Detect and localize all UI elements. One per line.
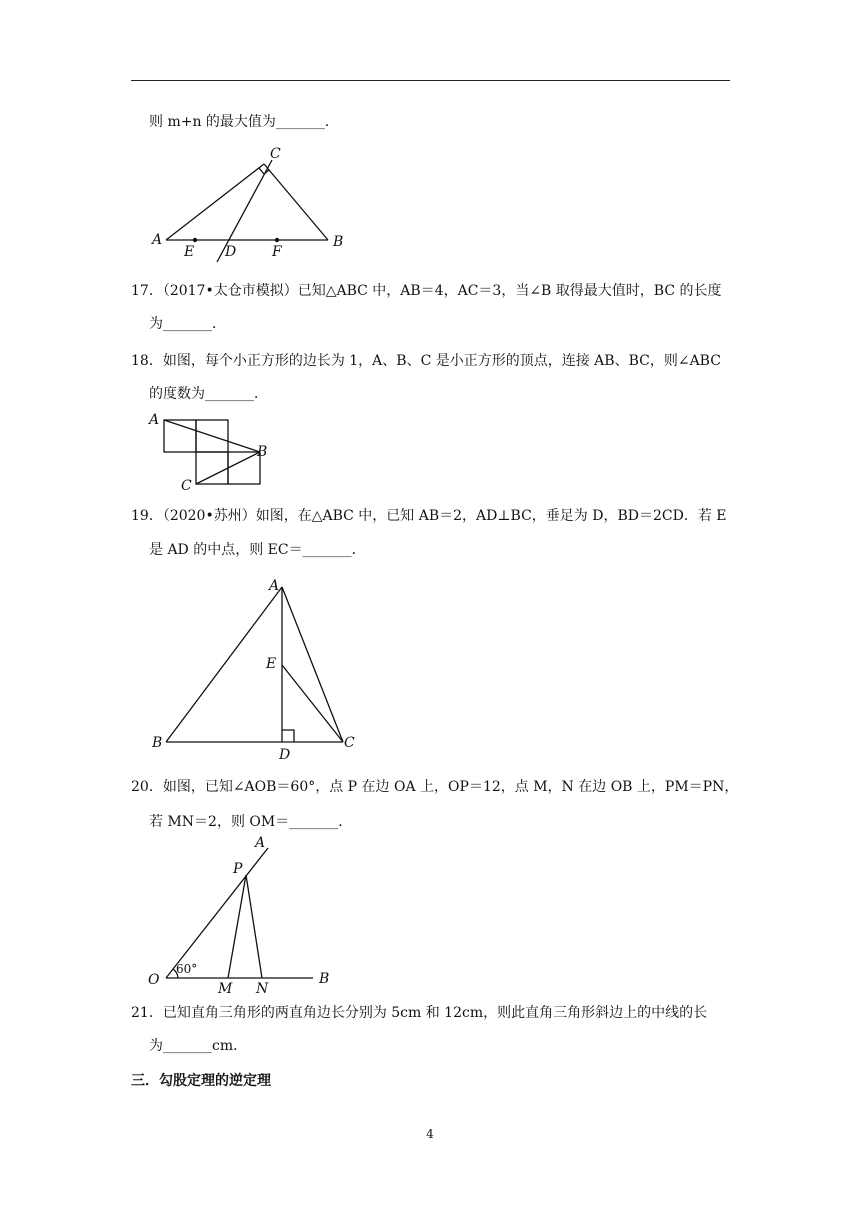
fig19-label-C: C [344,735,355,751]
header-rule [131,80,730,81]
figure-q18 [145,410,285,495]
fig18-label-A: A [149,412,160,428]
q20-line2: 若 MN＝2，则 OM＝_______． [149,814,353,830]
fig16-label-C: C [270,146,281,162]
figure-q16 [140,140,360,270]
figure-q20 [145,835,345,1000]
section-3-heading: 三．勾股定理的逆定理 [131,1073,271,1089]
fig20-label-O: O [148,972,160,988]
fig20-label-B: B [319,971,330,987]
q18-line1: 18．如图，每个小正方形的边长为 1，A、B、C 是小正方形的顶点，连接 AB、BC，则∠ABC [131,353,721,369]
fig20-label-N: N [256,981,269,997]
fig16-label-D: D [225,244,237,260]
q21-line1: 21．已知直角三角形的两直角边长分别为 5cm 和 12cm，则此直角三角形斜边上的中线的长 [131,1005,708,1021]
q17-line1: 17．（2017•太仓市模拟）已知△ABC 中，AB＝4，AC＝3，当∠B 取得最大值时，BC 的长度 [131,283,722,299]
figure-q19 [145,572,375,762]
q20-line1: 20．如图，已知∠AOB＝60°，点 P 在边 OA 上，OP＝12，点 M，N 在边 OB 上，PM＝PN， [131,779,739,795]
q18-line2: 的度数为_______． [149,386,268,402]
fig20-label-M: M [218,981,233,997]
fig18-label-B: B [257,444,268,460]
fig20-angle-label: 60° [176,962,198,976]
fig20-label-A: A [255,835,266,851]
fig18-label-C: C [181,478,192,494]
fig20-label-P: P [233,861,243,877]
fig16-label-F: F [272,244,282,260]
fig16-label-B: B [333,234,344,250]
q21-line2: 为_______cm． [149,1038,248,1054]
fig19-label-E: E [266,656,277,672]
page-number: 4 [426,1127,434,1141]
q19-line1: 19．（2020•苏州）如图，在△ABC 中，已知 AB＝2，AD⊥BC，垂足为 D，BD＝2CD．若 E [131,508,727,524]
fig16-label-A: A [152,232,163,248]
q16-tail-text: 则 m+n 的最大值为_______． [149,114,339,130]
q17-line2: 为_______． [149,316,226,332]
fig19-label-D: D [279,747,291,763]
fig19-label-A: A [269,578,280,594]
fig16-label-E: E [184,244,195,260]
q19-line2: 是 AD 的中点，则 EC＝_______． [149,542,366,558]
fig19-label-B: B [152,735,163,751]
